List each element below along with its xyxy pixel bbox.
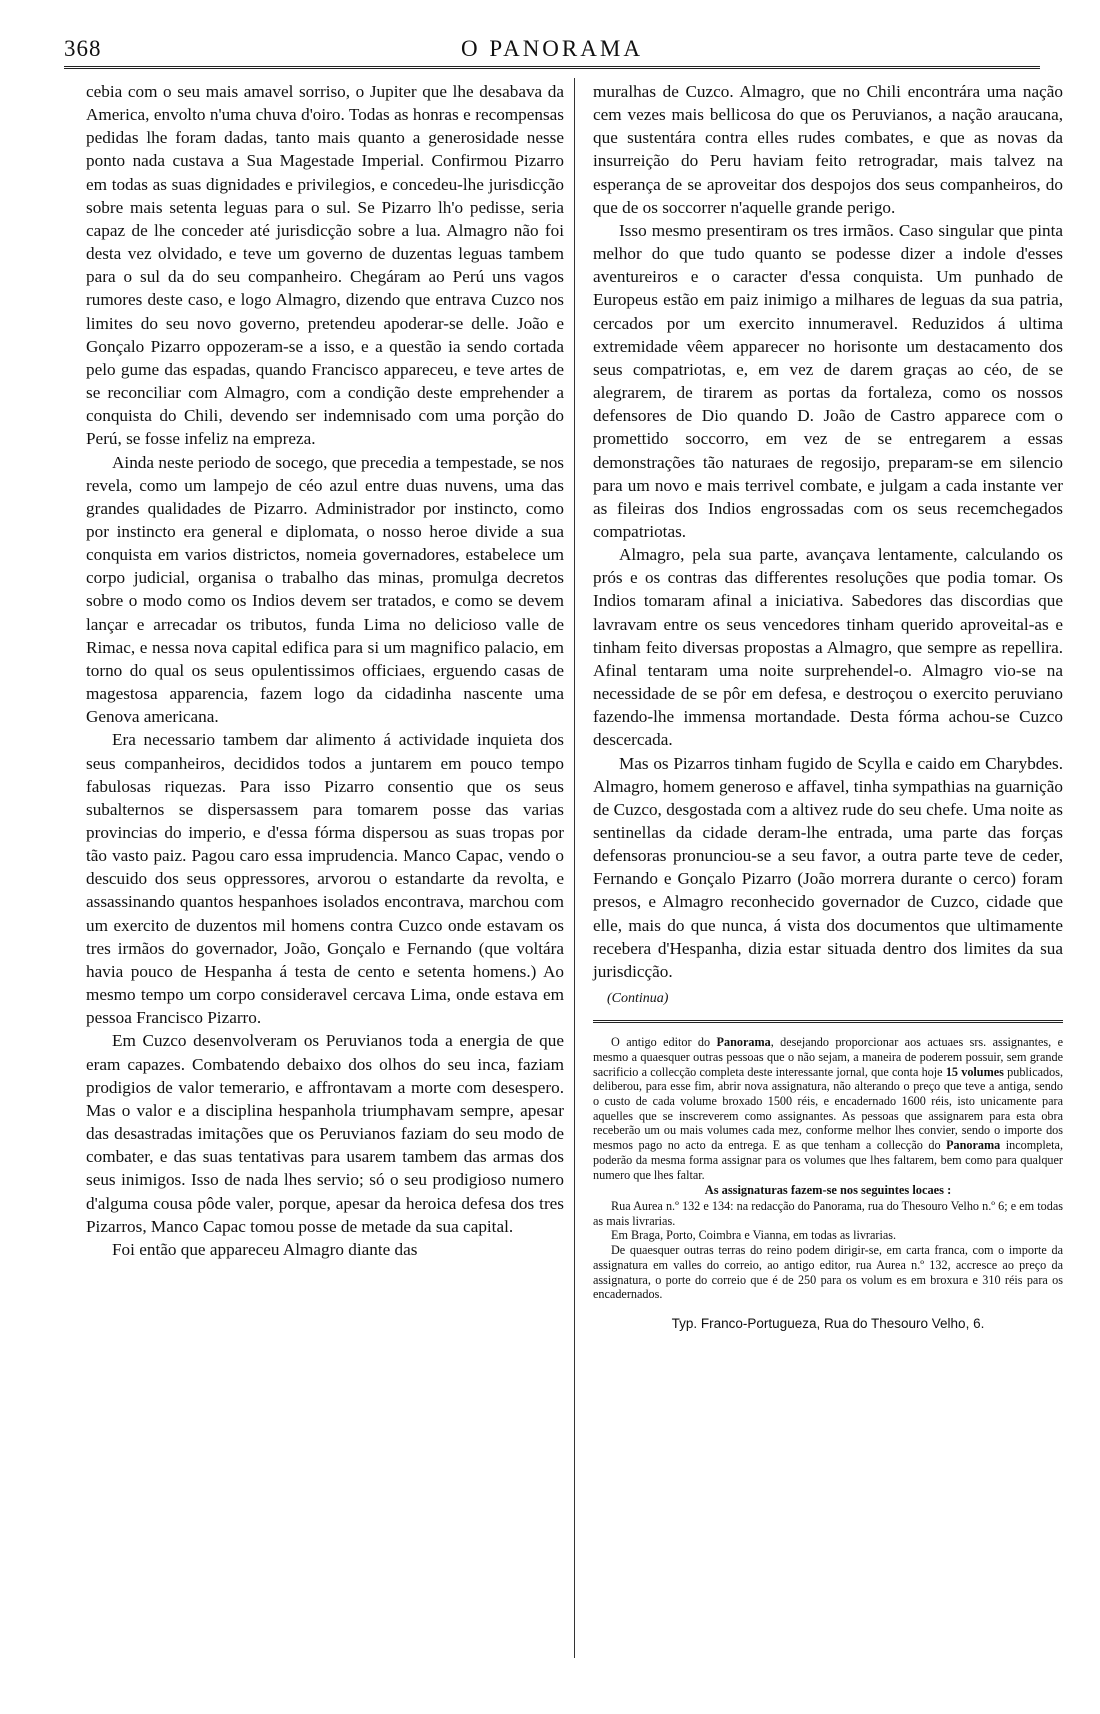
paragraph: Foi então que appareceu Almagro diante das bbox=[112, 1239, 418, 1259]
notice-bold-text: Panorama bbox=[716, 1035, 771, 1050]
paragraph: Ainda neste periodo de socego, que precedia a tempestade, se nos revela, como um lampejo de céo azul entre duas nuvens, uma das grandes qualidades de Pizarro. Administrador por instincto, como por instincto era general e diplomata, o nosso heroe divide a sua conquista em varios districtos, nomeia governadores, estabelece um corpo judicial, organisa o trabalho das minas, promulga decretos sobre o modo como os Indios devem ser tratados, e como se devem lançar e arrecadar os tributos, funda Lima no delicioso valle de Rimac, e nessa nova capital edifica para si um magnifico palacio, em torno do qual os seus opulentissimos officiaes, erguendo casas de magestosa apparencia, fazem logo da cidadinha nascente uma Genova americana. bbox=[86, 452, 564, 727]
continued-note: (Continua) bbox=[607, 991, 669, 1007]
locations-heading: As assignaturas fazem-se nos seguintes locaes : bbox=[704, 1183, 952, 1198]
paragraph: muralhas de Cuzco. Almagro, que no Chili encontrára uma nação cem vezes mais bellicosa do que os Peruvianos, a nação araucana, que sustentára contra elles rudes combates, e que as novas da insurreição do Peru haviam feito retrogradar, mais talvez na esperança de se aproveitar dos despojos dos seus companheiros, do que de os soccorrer n'aquelle grande perigo. bbox=[593, 82, 1063, 217]
notice-paragraph: Em Braga, Porto, Coimbra e Vianna, em todas as livrarias. bbox=[611, 1228, 897, 1243]
notice-text: incompleta, poderão da mesma forma assignar para os volumes que lhes faltarem, bem como para qualquer numero que lhes faltar. bbox=[593, 1138, 1063, 1182]
right-column bbox=[593, 80, 1063, 1335]
paragraph: Isso mesmo presentiram os tres irmãos. Caso singular que pinta melhor do que tudo quanto se podesse dizer a indole d'esses aventureiros e o caracter d'essa conquista. Um punhado de Europeus estão em paiz inimigo a milhares de leguas da sua patria, cercados por um exercito innumeravel. Reduzidos á ultima extremidade vêem apparecer no horisonte um destacamento dos seus compatriotas, e, em vez de darem graças ao céo, de se alegrarem, de tirarem as portas da fortaleza, como os nossos defensores de Dio quando D. João de Castro apparece com o promettido soccorro, em vez de se entregarem a essas demonstrações tão naturaes de regosijo, preparam-se em silencio para um novo e mais terrivel combate, e julgam a cada instante ver as fileiras dos Indios engrossadas com os seus recemchegados compatriotas. bbox=[593, 220, 1063, 541]
running-title: O PANORAMA bbox=[461, 36, 643, 61]
notice-text: O antigo editor do bbox=[611, 1035, 717, 1050]
notice-paragraph bbox=[593, 1035, 1063, 1182]
subscription-notice bbox=[593, 1035, 1063, 1302]
printer-imprint: Typ. Franco-Portugueza, Rua do Thesouro Velho, 6. bbox=[671, 1315, 985, 1331]
notice-text: , desejando proporcionar aos actuaes srs. assignantes, e mesmo a quaesquer outras pessoas que o não sejam, a maneira de poderem possuir, sem grande sacrificio a collecção completa deste interessante jornal, que conta hoje bbox=[593, 1035, 1063, 1079]
left-column bbox=[86, 80, 564, 1261]
notice-paragraph: Rua Aurea n.º 132 e 134: na redacção do Panorama, rua do Thesouro Velho n.º 6; e em todas as mais livrarias. bbox=[593, 1198, 1063, 1228]
page-header bbox=[64, 36, 1040, 69]
paragraph: cebia com o seu mais amavel sorriso, o Jupiter que lhe desabava da America, envolto n'uma chuva d'oiro. Todas as honras e recompensas pedidas lhe foram dadas, tanto mais quanto a generosidade nesse ponto nada custava a Sua Magestade Imperial. Confirmou Pizarro em todas as suas dignidades e privilegios, e concedeu-lhe jurisdicção sobre mais setenta leguas para o sul. Se Pizarro lh'o pedisse, seria capaz de lhe conceder até jurisdicção sobre a lua. Almagro não foi desta vez olvidado, e teve um governo de duzentas leguas tambem para o sul da do seu companheiro. Chegáram ao Perú uns vagos rumores deste caso, e logo Almagro, dizendo que entrava Cuzco nos limites do seu novo governo, pretendeu apoderar-se delle. João e Gonçalo Pizarro oppozeram-se a isso, e a questão ia sendo cortada pelo gume das espadas, quando Francisco appareceu, e teve artes de se reconciliar com Almagro, com a condição deste emprehender a conquista do Chili, devendo ser indemnisado com uma porção do Perú, se fosse infeliz na empreza. bbox=[86, 82, 564, 449]
paragraph: Em Cuzco desenvolveram os Peruvianos toda a energia de que eram capazes. Combatendo debaixo dos olhos do seu inca, faziam prodigios de valor temerario, e affrontavam a morte com desespero. Mas o valor e a disciplina hespanhola triumphavam sempre, apesar das desastradas imitações que os Peruvianos faziam do seu modo de combater, e das suas tentativas para usarem tambem das armas dos seus inimigos. Isso de nada lhes servio; só o seu prodigioso numero d'alguma cousa pôde valer, porque, apesar da heroica defesa dos tres Pizarros, Manco Capac tomou posse de metade da sua capital. bbox=[86, 1031, 564, 1236]
notice-text: publicados, deliberou, para esse fim, abrir nova assignatura, não alterando o preço que teve a antiga, sendo o custo de cada volume broxado 1500 réis, e encadernado 1600 réis, isto unicamente para aquelles que se inscreverem como assignantes. As pessoas que assignarem para esta obra receberão um ou mais volumes cada mez, conforme melhor lhes convier, sendo o importe dos mesmos pago no acto da entrega. E as que tenham a collecção do bbox=[593, 1064, 1063, 1153]
column-divider bbox=[574, 78, 575, 1658]
paragraph: Mas os Pizarros tinham fugido de Scylla e caido em Charybdes. Almagro, homem generoso e affavel, tinha sympathias na guarnição de Cuzco, desgostada com a altivez rude do seu chefe. Uma noite as sentinellas da cidade deram-lhe entrada, uma parte das forças defensoras pronunciou-se a seu favor, a outra parte teve de ceder, Fernando e Gonçalo Pizarro (João morrera durante o cerco) foram presos, e Almagro reconhecido governador de Cuzco, cidade que elle, mais do que nunca, á vista dos documentos que ultimamente recebera d'Hespanha, dizia estar situada dentro dos limites da sua jurisdicção. bbox=[593, 753, 1063, 981]
notice-paragraph: De quaesquer outras terras do reino podem dirigir-se, em carta franca, com o importe da assignatura em valles do correio, ao antigo editor, rua Aurea n.º 132, accresce ao preço da assignatura, o porte do correio que é de 250 para os volum es em broxura e 310 réis para os encadernados. bbox=[593, 1243, 1063, 1302]
paragraph: Almagro, pela sua parte, avançava lentamente, calculando os prós e os contras das differentes resoluções que podia tomar. Os Indios tomaram afinal a iniciativa. Sabedores das discordias que lavravam entre os seus vencedores tinham querido aproveital-as e tinham feito diversas propostas a Almagro, que sempre as repellira. Afinal tentaram uma noite surprehendel-o. Almagro vio-se na necessidade de se pôr em defesa, e destroçou o exercito peruviano fazendo-lhe immensa mortandade. Desta fórma achou-se Cuzco descercada. bbox=[593, 545, 1063, 750]
notice-bold-text: 15 volumes bbox=[945, 1064, 1004, 1079]
page-number: 368 bbox=[64, 36, 102, 61]
paragraph: Era necessario tambem dar alimento á actividade inquieta dos seus companheiros, decididos todos a juntarem em pouco tempo fabulosas riquezas. Para isso Pizarro consentio que os seus subalternos se dispersassem para tomarem posse das varias provincias do imperio, e d'essa fórma dispersou as suas tropas por tão vasto paiz. Pagou caro essa imprudencia. Manco Capac, vendo o descuido dos seus oppressores, arvorou o estandarte da revolta, e assassinando quantos hespanhoes isolados encontrava, marchou com um exercito de duzentos mil homens contra Cuzco onde estavam os tres irmãos do governador, João, Gonçalo e Fernando (que voltára havia pouco de Hespanha á testa de cento e setenta homens.) Ao mesmo tempo um corpo consideravel cercava Lima, onde estava em pessoa Francisco Pizarro. bbox=[86, 730, 564, 1028]
notice-bold-text: Panorama bbox=[946, 1138, 1001, 1153]
notice-separator bbox=[593, 1020, 1063, 1023]
